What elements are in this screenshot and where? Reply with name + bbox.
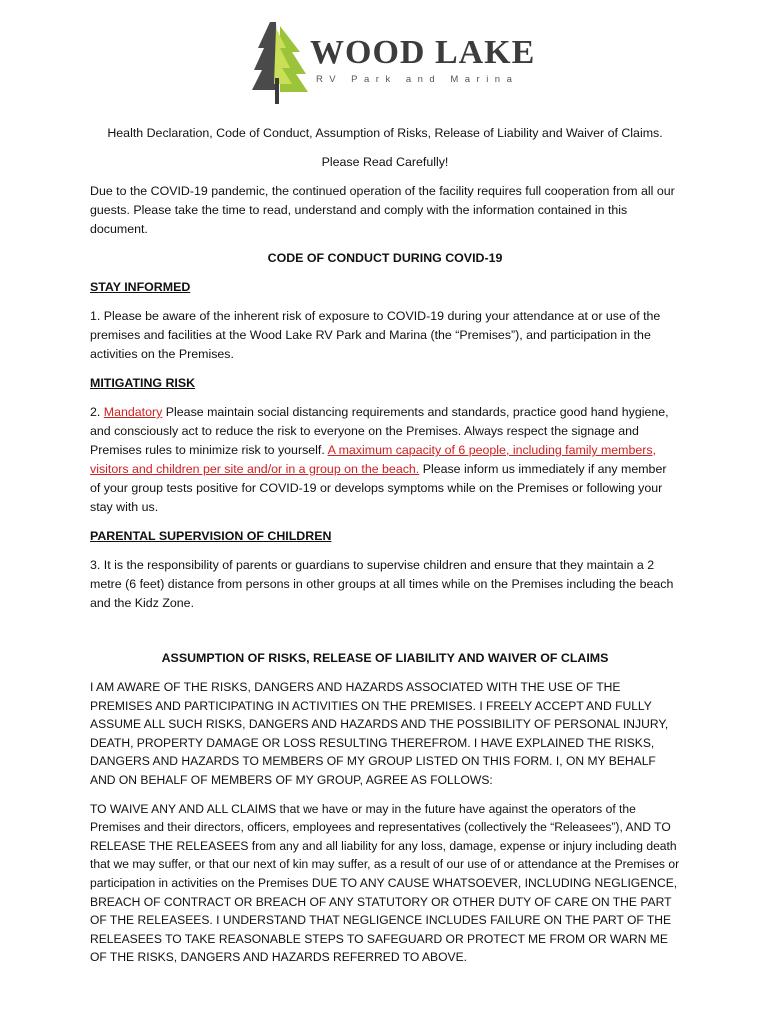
mitigating-text-1: Please maintain social distancing requirements and standards, practice good hand hygiene, and consciously act to reduce the risk to everyone on the Premises. Always respect the signage and Premises rules to minimize risk to yourself. [90,405,669,457]
stay-informed-paragraph: 1. Please be aware of the inherent risk of exposure to COVID-19 during your attendance at or use of the premises and facilities at the Wood Lake RV Park and Marina (the “Premises”), and participation in the activities on the Premises. [90,309,661,361]
document-body [90,124,680,977]
capacity-notice: A maximum capacity of 6 people, including family members, visitors and children per site and/or in a group on the beach. [90,443,657,476]
mitigating-text-2: Please inform us immediately if any member of your group tests positive for COVID-19 or develops symptoms while on the Premises or following your stay with us. [90,462,667,514]
code-of-conduct-heading: CODE OF CONDUCT DURING COVID-19 [267,251,503,265]
section-spacer [90,623,680,649]
item-number: 2. [90,405,104,419]
mitigating-risk-heading: MITIGATING RISK [90,376,196,390]
parental-supervision-heading: PARENTAL SUPERVISION OF CHILDREN [90,529,332,543]
logo-name: WOOD LAKE [310,34,536,71]
pine-tree-icon [250,18,310,106]
mitigating-risk-paragraph [90,403,680,517]
assumption-of-risks-heading: ASSUMPTION OF RISKS, RELEASE OF LIABILITY AND WAIVER OF CLAIMS [161,651,609,665]
intro-paragraph: Due to the COVID-19 pandemic, the continued operation of the facility requires full cooperation from all our guests. Please take the time to read, understand and comply with the information contained in this document. [90,184,675,236]
stay-informed-heading: STAY INFORMED [90,280,191,294]
document-title: Health Declaration, Code of Conduct, Assumption of Risks, Release of Liability and Waiver of Claims. [107,126,663,140]
parental-supervision-paragraph: 3. It is the responsibility of parents or guardians to supervise children and ensure that they maintain a 2 metre (6 feet) distance from persons in other groups at all times while on the Premises including the beach and the Kidz Zone. [90,558,674,610]
mandatory-label: Mandatory [103,405,163,419]
read-carefully-note: Please Read Carefully! [321,155,449,169]
risk-awareness-paragraph: I AM AWARE OF THE RISKS, DANGERS AND HAZARDS ASSOCIATED WITH THE USE OF THE PREMISES AND PARTICIPATING IN ACTIVITIES ON THE PREMISES. I FREELY ACCEPT AND FULLY ASSUME ALL SUCH RISKS, DANGERS AND HAZARDS AND THE POSSIBILITY OF PERSONAL INJURY, DEATH, PROPERTY DAMAGE OR LOSS RESULTING THEREFROM. I HAVE EXPLAINED THE RISKS, DANGERS AND HAZARDS TO MEMBERS OF MY GROUP LISTED ON THIS FORM. I, ON MY BEHALF AND ON BEHALF OF MEMBERS OF MY GROUP, AGREE AS FOLLOWS: [90,680,669,787]
waiver-paragraph: TO WAIVE ANY AND ALL CLAIMS that we have or may in the future have against the operators of the Premises and their directors, officers, employees and representatives (collectively the “Releasees”), AND TO RELEASE THE RELEASEES from any and all liability for any loss, damage, expense or injury including death that we may suffer, or that our next of kin may suffer, as a result of our use of or attendance at the Premises or participation in activities on the Premises DUE TO ANY CAUSE WHATSOEVER, INCLUDING NEGLIGENCE, BREACH OF CONTRACT OR BREACH OF ANY STATUTORY OR OTHER DUTY OF CARE ON THE PART OF THE RELEASEES. I UNDERSTAND THAT NEGLIGENCE INCLUDES FAILURE ON THE PART OF THE RELEASEES TO TAKE REASONABLE STEPS TO SAFEGUARD OR PROTECT ME FROM OR WARN ME OF THE RISKS, DANGERS AND HAZARDS REFERRED TO ABOVE. [90,801,680,965]
logo-tagline: RV Park and Marina [316,74,519,85]
wood-lake-logo [250,18,536,108]
